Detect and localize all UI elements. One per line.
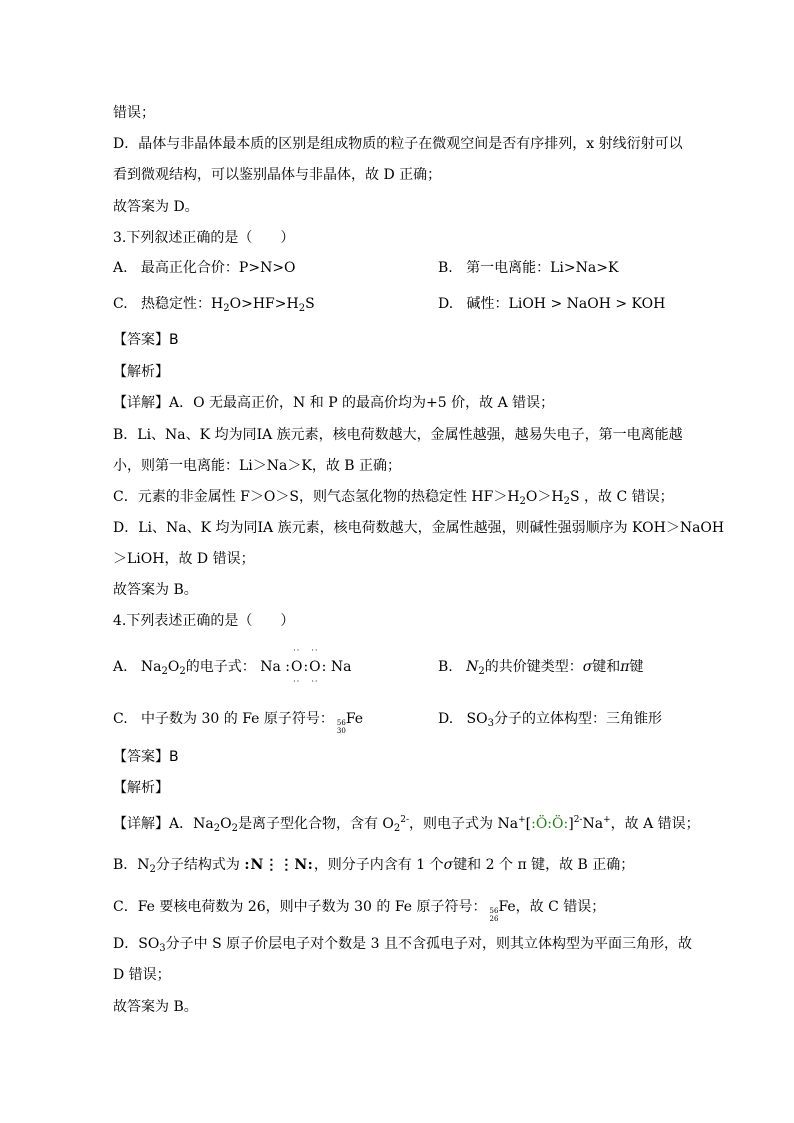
q4-analysis-tag: 【解析】 [113,780,169,796]
text-line: D．晶体与非晶体最本质的区别是组成物质的粒子在微观空间是否有序排列，x 射线衍射可以 [113,136,683,152]
text-line: 错误； [113,105,155,121]
q4-option-c: C. 中子数为 30 的 Fe 原子符号： 56 30 Fe [113,711,364,735]
q3-option-b: B. 第一电离能：Li>Na>K [438,260,619,276]
q3-option-a: A. 最高正化合价：P>N>O [113,260,296,276]
n2-structure: :N⋮⋮N: [244,857,314,873]
q4-answer: 【答案】B [113,749,179,765]
q3-detail-1: 【详解】A．O 无最高正价，N 和 P 的最高价均为+5 价，故 A 错误； [113,395,555,411]
electron-dot-o: ·· O ·· [309,646,321,686]
q4-option-b: B. $N_2$的共价键类型：σ键和π键 [438,659,644,677]
text-line: 故答案为 D。 [113,199,199,215]
q4-detail-4a: D．$SO_3$分子中 S 原子价层电子对个数是 3 且不含孤电子对，则其立体构型为平面三角形，故 [113,936,692,954]
q4-detail-4b: D 错误； [113,967,171,983]
q3-analysis-tag: 【解析】 [113,364,169,380]
q3-detail-2b: 小，则第一电离能：Li＞Na＞K，故 B 正确； [113,458,402,474]
q3-detail-4b: ＞LiOH，故 D 错误； [113,551,255,567]
q3-option-c: C. 热稳定性：$H_2O>HF>H_2S$ [113,296,315,314]
isotope-notation: 56 30 [336,719,346,735]
text-line: 看到微观结构，可以鉴别晶体与非晶体，故 D 正确； [113,167,442,183]
q4-option-a: A. $Na_2O_2$的电子式： Na : ·· O ·· : ·· O ·· : Na [113,646,352,686]
q3-detail-4a: D．Li、Na、K 均为同ⅠA 族元素，核电荷数越大，金属性越强，则碱性强弱顺序为 KOH＞NaOH [113,520,725,536]
q3-detail-3: C．元素的非金属性 F＞O＞S，则气态氢化物的热稳定性 $HF>H_2O>H_2S$ ，故 C 错误； [113,489,674,507]
q3-option-d: D. 碱性：LiOH > NaOH > KOH [438,296,666,312]
q4-conclusion: 故答案为 B。 [113,999,198,1015]
question-3-stem: 3.下列叙述正确的是（ ） [113,230,295,246]
question-4-stem: 4.下列表述正确的是（ ） [113,613,295,629]
q4-detail-1: 【详解】A．$Na_2O_2$是离子型化合物，含有 $O_2^{2-}$，则电子式为 Na+[:Ö:Ö:]$^{2-}$Na+，故 A 错误； [113,815,700,834]
q3-conclusion: 故答案为 B。 [113,582,198,598]
electron-dot-o: :Ö:Ö: [531,816,569,832]
q4-option-d: D. $SO_3$分子的立体构型：三角锥形 [438,711,662,729]
q3-answer: 【答案】B [113,332,179,348]
electron-dot-o: ·· O ·· [290,646,303,686]
q4-detail-2: B．$N_2$分子结构式为 :N⋮⋮N:，则分子内含有 1 个σ键和 2 个 π 键，故 B 正确； [113,857,635,875]
q4-detail-3: C．Fe 要核电荷数为 26，则中子数为 30 的 Fe 原子符号： 56 26 Fe，故 C 错误； [113,899,606,923]
isotope-notation: 56 26 [489,907,499,923]
q3-detail-2a: B．Li、Na、K 均为同ⅠA 族元素，核电荷数越大，金属性越强，越易失电子，第一电离能越 [113,427,683,443]
